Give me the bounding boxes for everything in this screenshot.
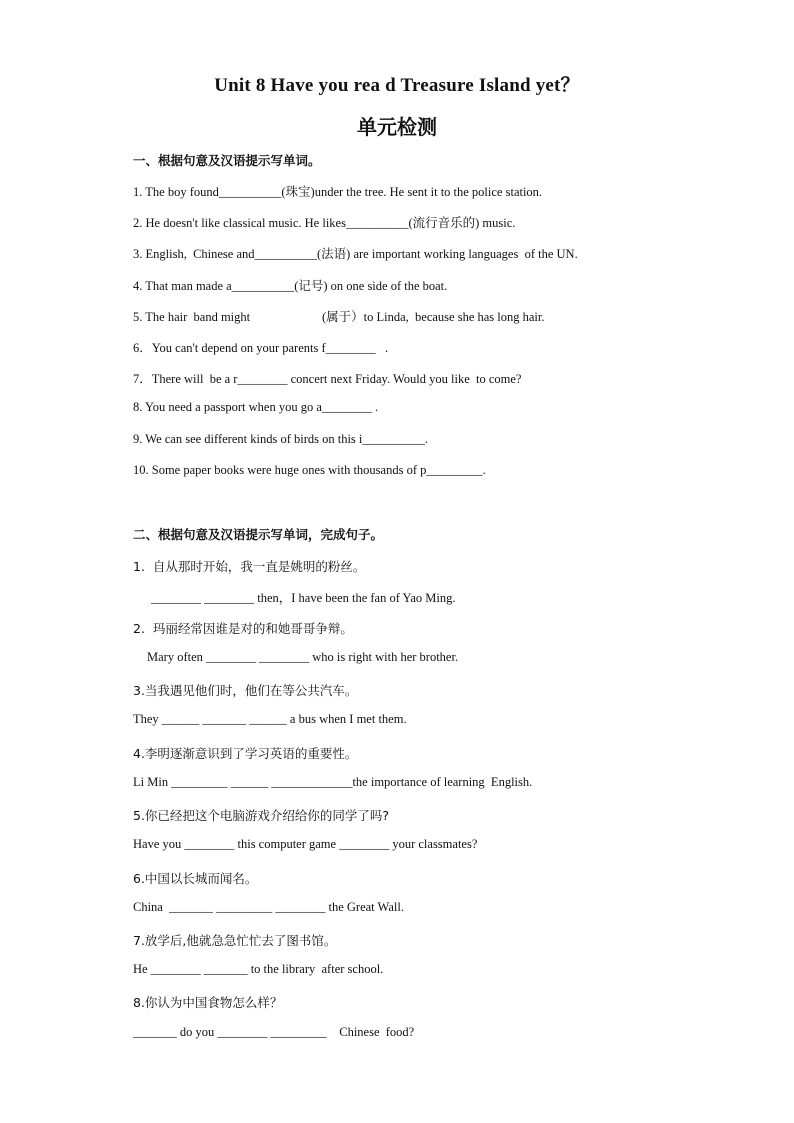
exercise-1-item: 9. We can see different kinds of birds on this i__________. (133, 432, 429, 446)
exercise-2-prompt: 3.当我遇见他们时，他们在等公共汽车。 (133, 683, 358, 698)
exercise-2-prompt: 4.李明逐渐意识到了学习英语的重要性。 (133, 746, 358, 761)
exercise-2-sentence: They ______ _______ ______ a bus when I met them. (133, 712, 407, 726)
page-title: Unit 8 Have you rea d Treasure Island yet？ (214, 75, 580, 96)
exercise-1-item: 2. He doesn't like classical music. He likes__________(流行音乐的) music. (133, 216, 516, 230)
exercise-2-prompt: 5.你已经把这个电脑游戏介绍给你的同学了吗? (133, 808, 390, 823)
exercise-1-item: 7．There will be a r________ concert next Friday. Would you like to come? (133, 372, 522, 386)
exercise-1-item: 3. English, Chinese and__________(法语) are important working languages of the UN. (133, 247, 578, 261)
exercise-2-sentence: _______ do you ________ _________ Chinese food? (133, 1025, 415, 1039)
exercise-2-prompt: 2. 玛丽经常因谁是对的和她哥哥争辩。 (133, 621, 353, 636)
exercise-2-sentence: China _______ _________ ________ the Great Wall. (133, 900, 404, 914)
exercise-2-sentence: ________ ________ then，I have been the fan of Yao Ming. (151, 591, 456, 605)
exercise-1-item: 5. The hair band might (属于）to Linda, because she has long hair. (133, 310, 545, 324)
exercise-2-prompt: 6.中国以长城而闻名。 (133, 871, 258, 886)
page-subtitle: 单元检测 (357, 115, 437, 139)
exercise-1-item: 8. You need a passport when you go a________ . (133, 400, 379, 414)
exercise-2-sentence: Li Min _________ ______ _____________the importance of learning English. (133, 775, 533, 789)
section-2-heading: 二、根据句意及汉语提示写单词，完成句子。 (133, 527, 384, 542)
exercise-1-item: 4. That man made a__________(记号) on one side of the boat. (133, 279, 448, 293)
exercise-1-item: 6．You can't depend on your parents f________ . (133, 341, 389, 355)
exercise-2-prompt: 1. 自从那时开始，我一直是姚明的粉丝。 (133, 559, 366, 574)
exercise-1-item: 1. The boy found__________(珠宝)under the tree. He sent it to the police station. (133, 185, 543, 199)
exercise-2-prompt: 8.你认为中国食物怎么样？ (133, 995, 283, 1010)
exercise-2-prompt: 7.放学后,他就急急忙忙去了图书馆。 (133, 933, 337, 948)
exercise-1-item: 10. Some paper books were huge ones with thousands of p_________. (133, 463, 486, 477)
exercise-2-sentence: He ________ _______ to the library after school. (133, 962, 384, 976)
section-1-heading: 一、根据句意及汉语提示写单词。 (133, 153, 321, 168)
exercise-2-sentence: Mary often ________ ________ who is right with her brother. (147, 650, 459, 664)
exercise-2-sentence: Have you ________ this computer game ________ your classmates? (133, 837, 478, 851)
